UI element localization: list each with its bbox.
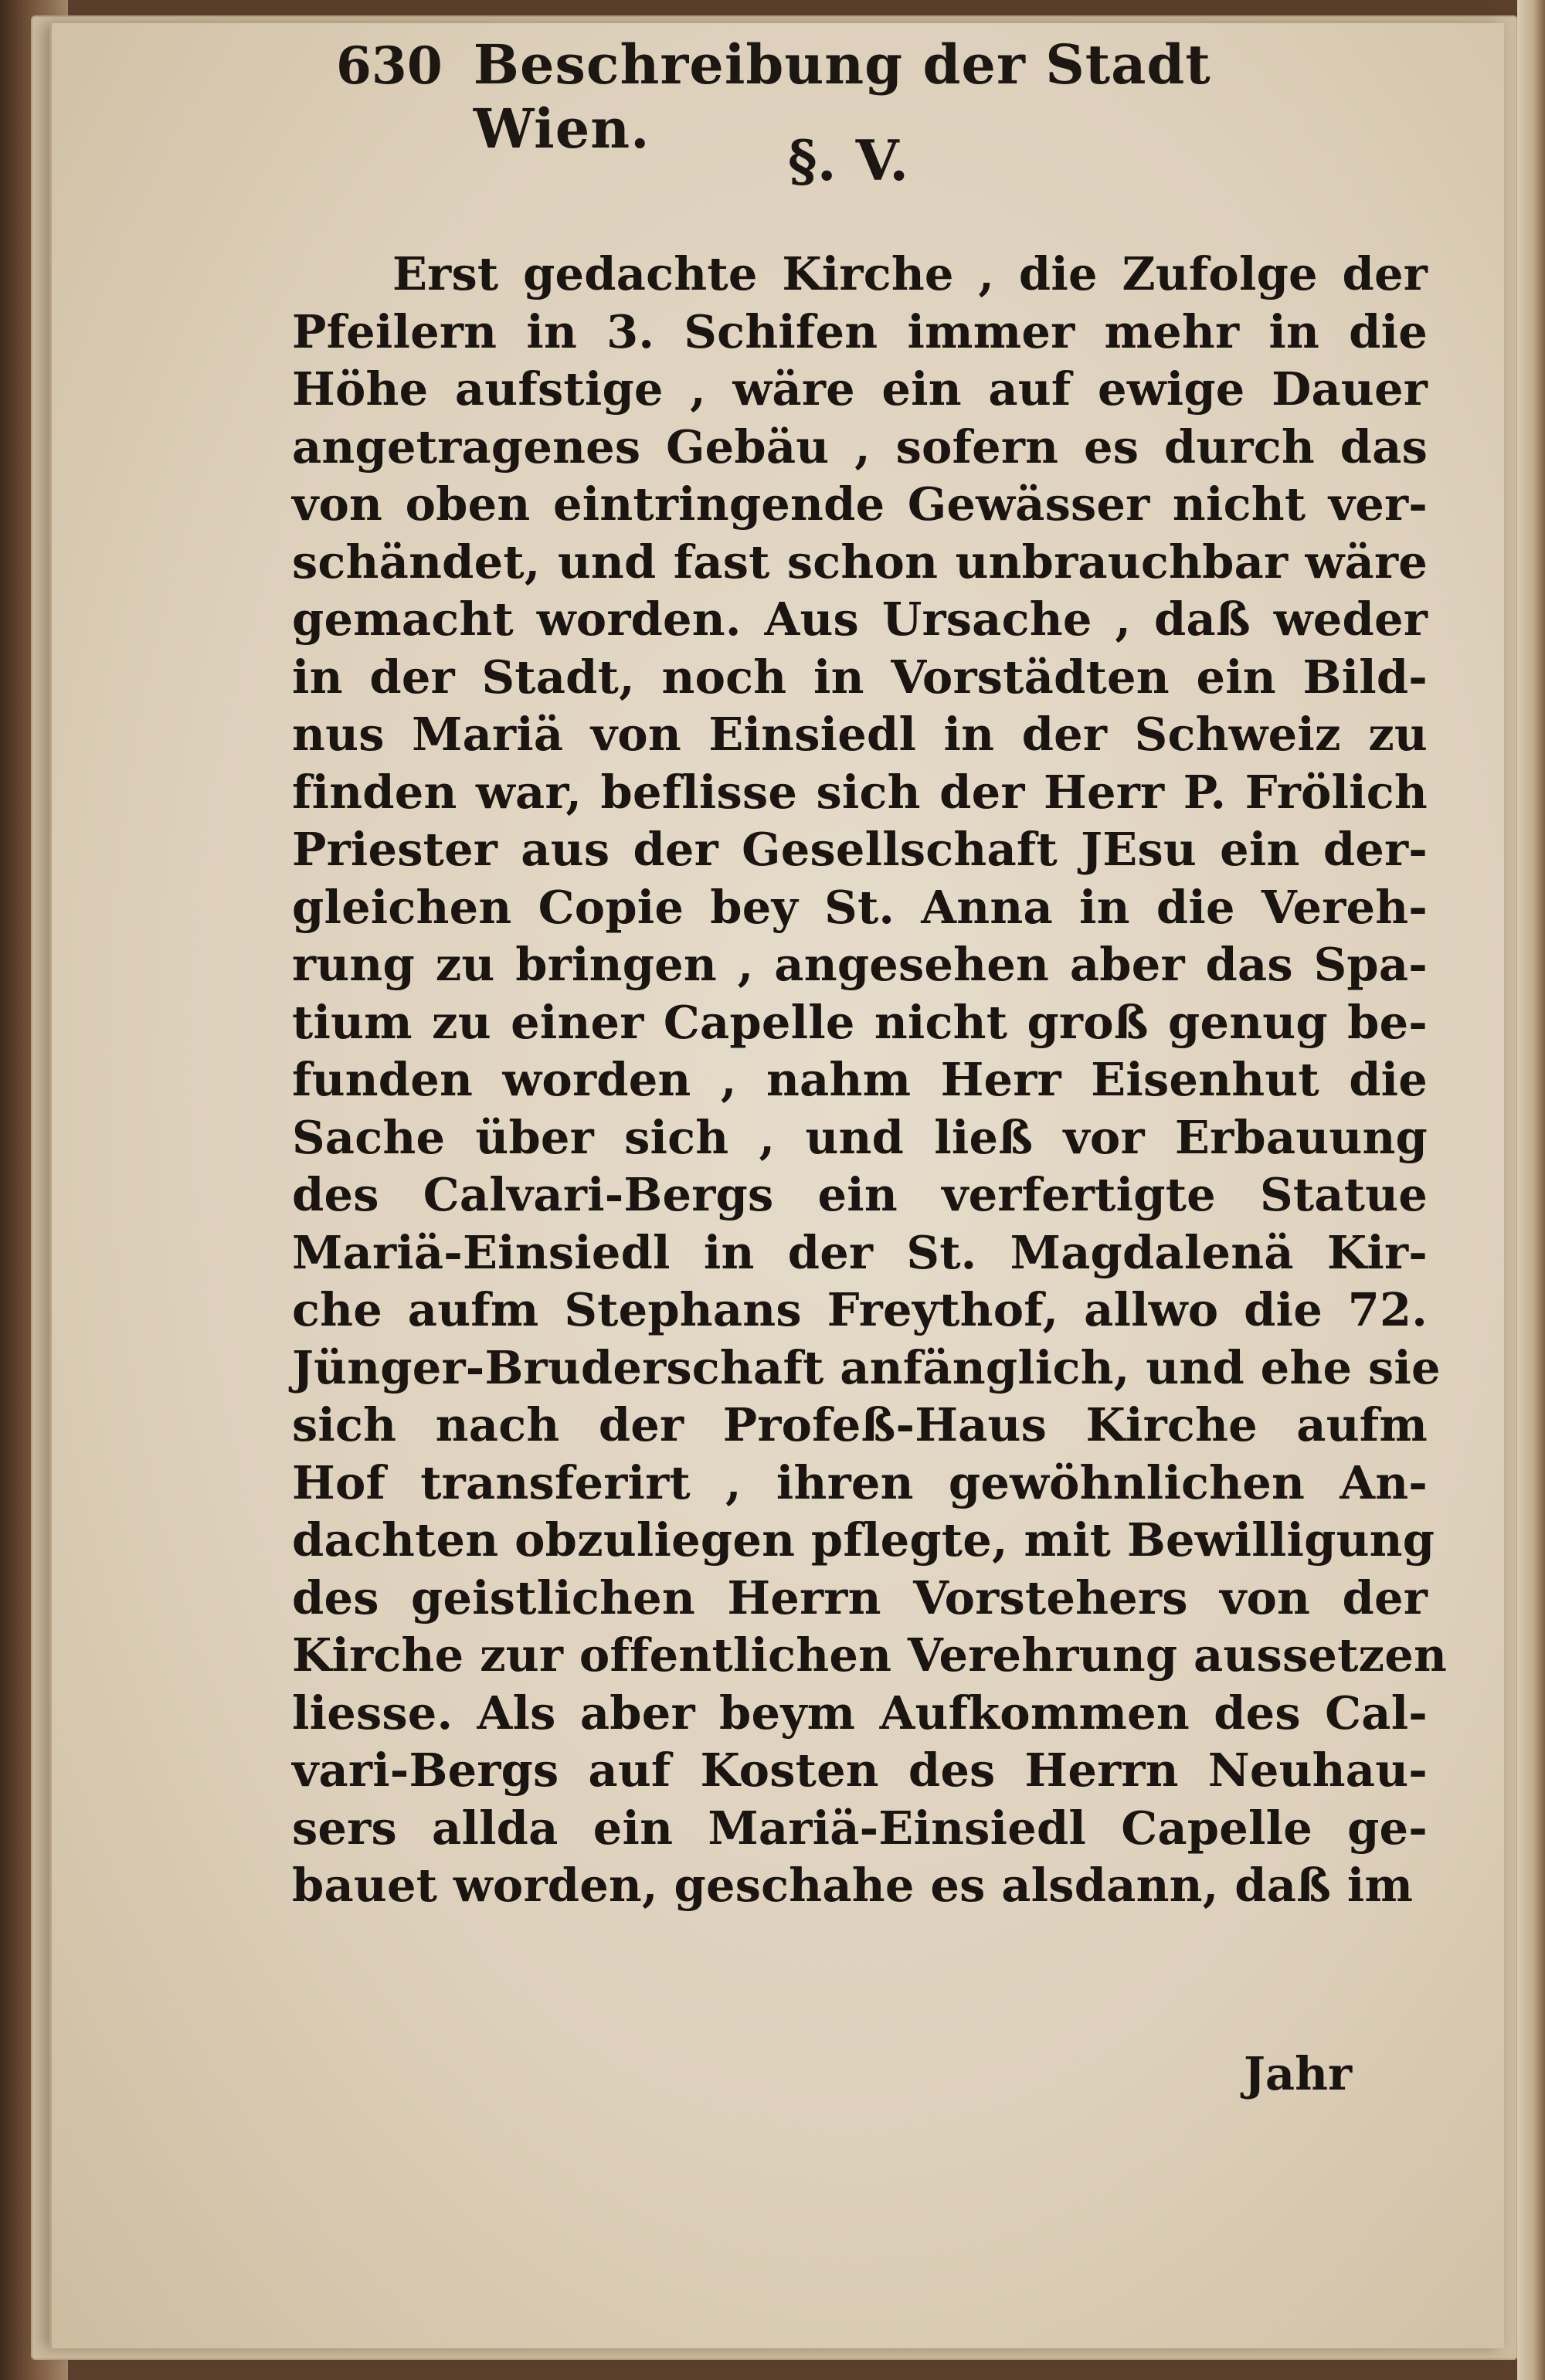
text-line: angetragenes Gebäu , sofern es durch das — [292, 419, 1428, 474]
text-line: vari-Bergs auf Kosten des Herrn Neuhau- — [292, 1743, 1428, 1797]
running-title: Beschreibung der Stadt Wien. — [473, 32, 1211, 161]
text-line: bauet worden, geschahe es alsdann, daß im — [292, 1859, 1414, 1912]
text-line: Mariä-Einsiedl in der St. Magdalenä Kir- — [292, 1225, 1428, 1279]
text-line: finden war, beflisse sich der Herr P. Frölich — [292, 765, 1428, 819]
text-line: schändet, und fast schon unbrauchbar wäre — [292, 535, 1428, 589]
text-line: gemacht worden. Aus Ursache , daß weder — [292, 592, 1428, 646]
page-number: 630 — [336, 36, 443, 96]
text-line: Kirche zur offentlichen Verehrung aussetzen — [292, 1628, 1448, 1682]
catchword: Jahr — [1244, 2047, 1353, 2100]
text-line: Pfeilern in 3. Schifen immer mehr in die — [292, 304, 1428, 358]
text-line: dachten obzuliegen pflegte, mit Bewilligung — [292, 1513, 1435, 1567]
text-line: von oben eintringende Gewässer nicht ver- — [292, 477, 1428, 531]
section-heading: §. V. — [788, 127, 909, 193]
text-line: funden worden , nahm Herr Eisenhut die — [292, 1053, 1428, 1106]
page-header — [336, 32, 1340, 161]
text-line: sers allda ein Mariä-Einsiedl Capelle ge- — [292, 1801, 1428, 1855]
text-line: Höhe aufstige , wäre ein auf ewige Dauer — [292, 362, 1428, 416]
text-line: che aufm Stephans Freythof, allwo die 72. — [292, 1283, 1428, 1336]
text-line: des geistlichen Herrn Vorstehers von der — [292, 1570, 1428, 1625]
text-line: in der Stadt, noch in Vorstädten ein Bild- — [292, 650, 1428, 704]
text-line: Hof transferirt , ihren gewöhnlichen An- — [292, 1455, 1428, 1509]
text-line: rung zu bringen , angesehen aber das Spa- — [292, 938, 1428, 991]
text-line: Jünger-Bruderschaft anfänglich, und ehe sie — [292, 1340, 1441, 1394]
text-line: Priester aus der Gesellschaft JEsu ein der- — [292, 823, 1428, 876]
body-text — [292, 246, 1448, 1915]
text-line: nus Mariä von Einsiedl in der Schweiz zu — [292, 708, 1428, 761]
text-line: gleichen Copie bey St. Anna in die Vereh- — [292, 880, 1428, 934]
text-line: Erst gedachte Kirche , die Zufolge der — [392, 247, 1428, 300]
page-right-edge — [1517, 0, 1545, 2380]
text-line: sich nach der Profeß-Haus Kirche aufm — [292, 1398, 1428, 1451]
text-line: Sache über sich , und ließ vor Erbauung — [292, 1110, 1428, 1164]
text-line: des Calvari-Bergs ein verfertigte Statue — [292, 1168, 1428, 1221]
text-line: liesse. Als aber beym Aufkommen des Cal- — [292, 1686, 1428, 1740]
text-line: tium zu einer Capelle nicht groß genug be- — [292, 995, 1428, 1049]
